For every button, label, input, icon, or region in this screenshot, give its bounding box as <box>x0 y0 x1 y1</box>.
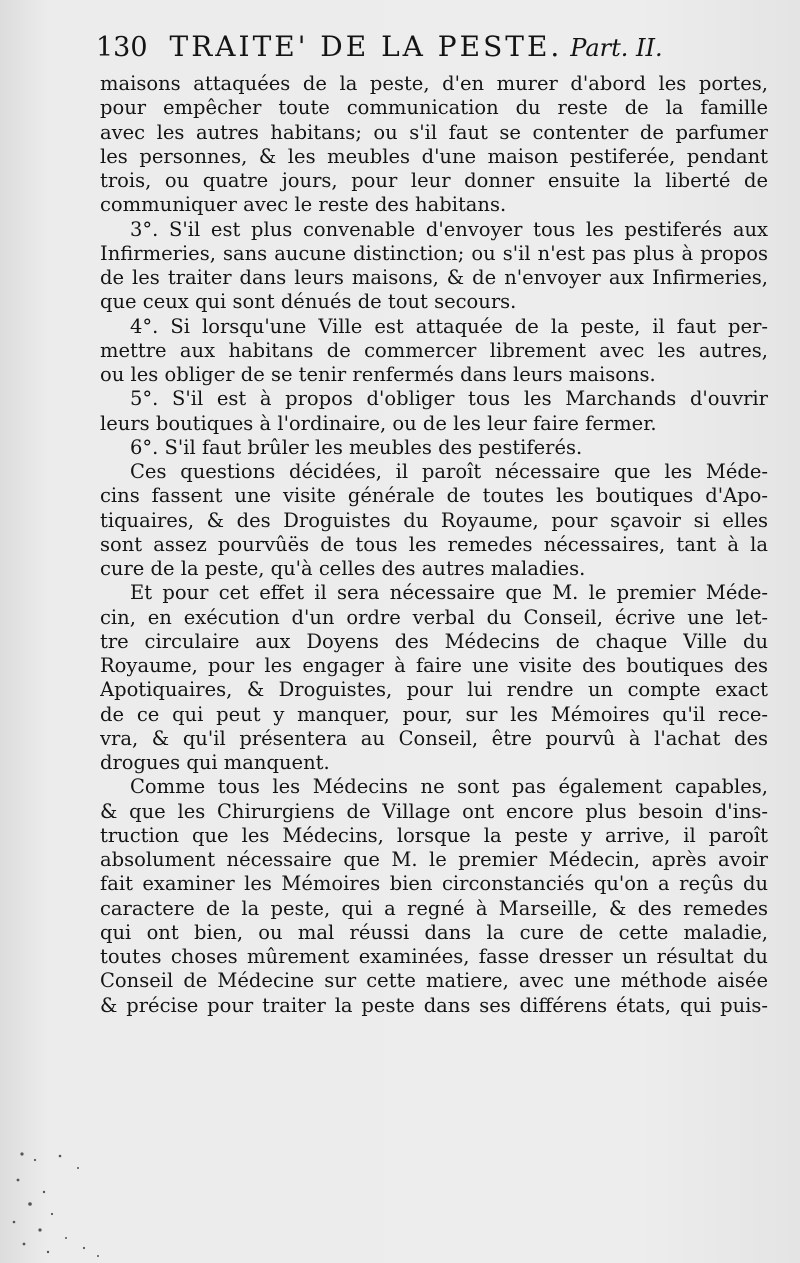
text-line: communiquer avec le reste des habitans. <box>100 193 507 217</box>
page-header <box>96 30 776 70</box>
text-line: toutes choses mûrement examinées, fasse dresser un résultat du <box>100 945 768 968</box>
text-line: tiquaires, & des Droguistes du Royaume, pour sçavoir si elles <box>100 508 768 532</box>
text-line: truction que les Médecins, lorsque la peste y arrive, il paroît <box>100 823 768 847</box>
text-line: & précise pour traiter la peste dans ses différens états, qui puis- <box>100 993 768 1017</box>
running-title: TRAITE' DE LA PESTE. <box>169 30 563 63</box>
text-line: 6°. S'il faut brûler les meubles des pestiferés. <box>130 435 583 459</box>
text-line: 4°. Si lorsqu'une Ville est attaquée de la peste, il faut per- <box>130 314 768 338</box>
text-line: absolument nécessaire que M. le premier Médecin, après avoir <box>100 848 768 871</box>
text-line: Ces questions décidées, il paroît nécessaire que les Méde- <box>130 460 768 483</box>
text-line: trois, ou quatre jours, pour leur donner ensuite la liberté de <box>100 169 768 192</box>
text-line: de les traiter dans leurs maisons, & de n'envoyer aux Infirmeries, <box>100 266 768 289</box>
text-line: cure de la peste, qu'à celles des autres maladies. <box>100 557 586 580</box>
text-line: qui ont bien, ou mal réussi dans la cure de cette maladie, <box>100 920 768 944</box>
text-line: drogues qui manquent. <box>100 751 330 774</box>
page-number: 130 <box>96 32 148 63</box>
text-line: Apotiquaires, & Droguistes, pour lui rendre un compte exact <box>100 678 768 702</box>
text-line: fait examiner les Mémoires bien circonstanciés qu'on a reçûs du <box>100 872 768 896</box>
text-line: pour empêcher toute communication du reste de la famille <box>100 96 768 120</box>
text-line: maisons attaquées de la peste, d'en murer d'abord les portes, <box>100 72 768 95</box>
text-line: Et pour cet effet il sera nécessaire que M. le premier Méde- <box>130 581 768 605</box>
paper-specks <box>0 1140 120 1263</box>
text-line: Infirmeries, sans aucune distinction; ou s'il n'est pas plus à propos <box>100 241 768 265</box>
text-line: les personnes, & les meubles d'une maison pestiferée, pendant <box>100 144 768 168</box>
text-line: 5°. S'il est à propos d'obliger tous les Marchands d'ouvrir <box>130 387 768 411</box>
text-line: & que les Chirurgiens de Village ont encore plus besoin d'ins- <box>100 799 768 823</box>
text-line: que ceux qui sont dénués de tout secours. <box>100 290 517 314</box>
text-line: leurs boutiques à l'ordinaire, ou de les leur faire fermer. <box>100 411 657 435</box>
text-line: caractere de la peste, qui a regné à Marseille, & des remedes <box>100 896 768 920</box>
part-label: Part. II. <box>570 34 663 62</box>
body-text <box>100 72 768 1018</box>
text-line: tre circulaire aux Doyens des Médecins de chaque Ville du <box>100 629 768 653</box>
text-line: cins fassent une visite générale de toutes les boutiques d'Apo- <box>100 484 768 508</box>
text-line: mettre aux habitans de commercer librement avec les autres, <box>100 338 768 362</box>
text-line: Conseil de Médecine sur cette matiere, avec une méthode aisée <box>100 969 768 993</box>
text-line: vra, & qu'il présentera au Conseil, être pourvû à l'achat des <box>100 726 768 750</box>
text-line: 3°. S'il est plus convenable d'envoyer tous les pestiferés aux <box>130 217 768 241</box>
text-line: cin, en exécution d'un ordre verbal du Conseil, écrive une let- <box>100 605 768 629</box>
text-line: sont assez pourvûës de tous les remedes nécessaires, tant à la <box>100 532 768 556</box>
text-line: ou les obliger de se tenir renfermés dans leurs maisons. <box>100 363 656 386</box>
text-line: Royaume, pour les engager à faire une visite des boutiques des <box>100 654 768 677</box>
text-line: Comme tous les Médecins ne sont pas également capables, <box>130 775 768 799</box>
text-line: avec les autres habitans; ou s'il faut se contenter de parfumer <box>100 120 768 144</box>
text-line: de ce qui peut y manquer, pour, sur les Mémoires qu'il rece- <box>100 702 768 726</box>
